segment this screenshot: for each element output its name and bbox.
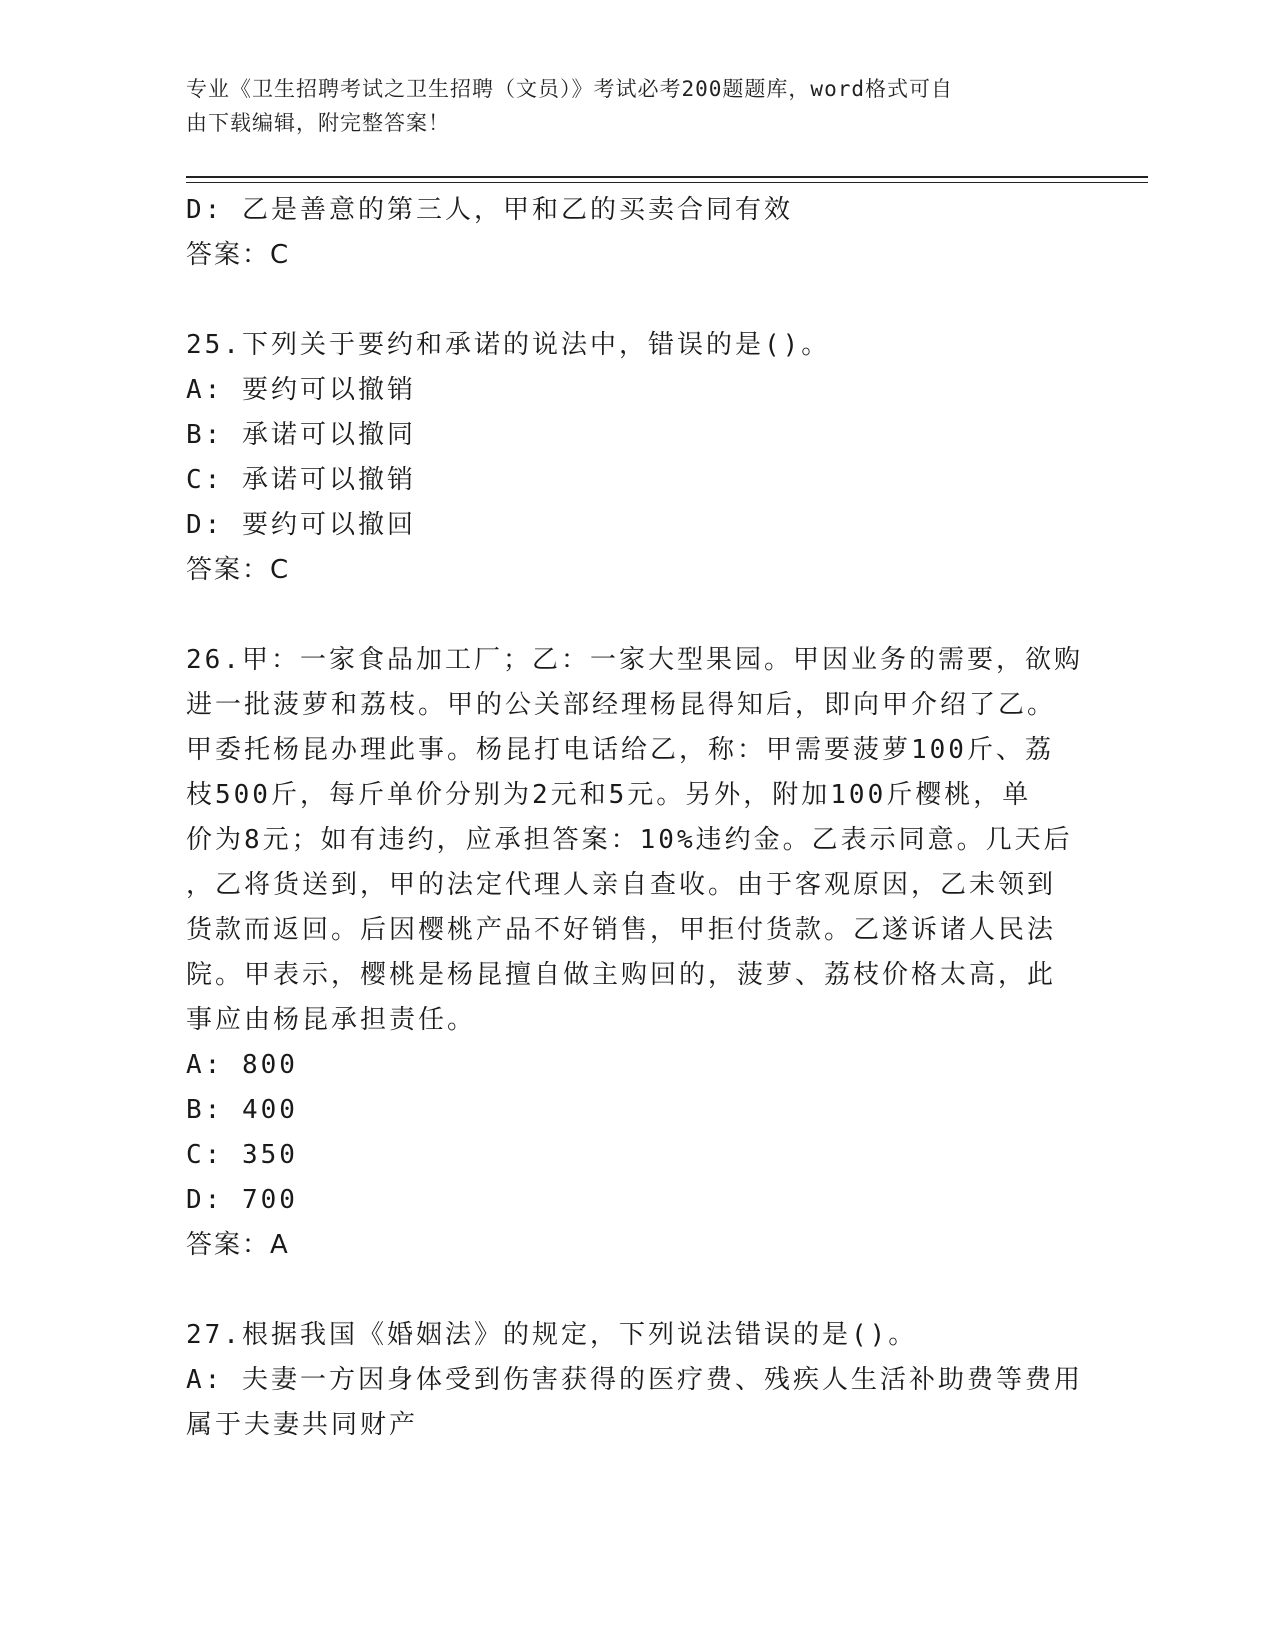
spacer xyxy=(186,278,1066,323)
question-25-option-c: C: 承诺可以撤销 xyxy=(186,465,416,495)
question-26-stem-line-7: 货款而返回。后因樱桃产品不好销售，甲拒付货款。乙遂诉诸人民法 xyxy=(186,915,1057,945)
question-25-option-b: B: 承诺可以撤同 xyxy=(186,420,416,450)
header-divider-thin xyxy=(186,182,1148,183)
question-26-option-a: A: 800 xyxy=(186,1050,298,1080)
question-25-stem: 25.下列关于要约和承诺的说法中，错误的是()。 xyxy=(186,330,831,360)
question-27-option-a-line-1: A: 夫妻一方因身体受到伤害获得的医疗费、残疾人生活补助费等费用 xyxy=(186,1365,1083,1395)
spacer xyxy=(186,593,1066,638)
question-26-option-c: C: 350 xyxy=(186,1140,298,1170)
question-26-option-d: D: 700 xyxy=(186,1185,298,1215)
question-26-stem-line-1: 26.甲：一家食品加工厂；乙：一家大型果园。甲因业务的需要，欲购 xyxy=(186,645,1083,675)
page-header xyxy=(186,72,1066,140)
question-26-answer: 答案：A xyxy=(186,1230,290,1260)
question-26-stem-line-5: 价为8元；如有违约，应承担答案：10%违约金。乙表示同意。几天后 xyxy=(186,825,1073,855)
question-26-stem-line-8: 院。甲表示，樱桃是杨昆擅自做主购回的，菠萝、荔枝价格太高，此 xyxy=(186,960,1057,990)
question-26-stem-line-9: 事应由杨昆承担责任。 xyxy=(186,1005,477,1035)
question-25-option-a: A: 要约可以撤销 xyxy=(186,375,416,405)
question-26-stem-line-4: 枝500斤，每斤单价分别为2元和5元。另外，附加100斤樱桃，单 xyxy=(186,780,1032,810)
header-line-1: 专业《卫生招聘考试之卫生招聘（文员）》考试必考200题题库，word格式可自 xyxy=(186,77,953,101)
header-line-2: 由下载编辑，附完整答案！ xyxy=(186,111,450,135)
question-25-answer: 答案：C xyxy=(186,555,291,585)
question-25-option-d: D: 要约可以撤回 xyxy=(186,510,416,540)
question-27-stem: 27.根据我国《婚姻法》的规定，下列说法错误的是()。 xyxy=(186,1320,918,1350)
question-26-stem-line-3: 甲委托杨昆办理此事。杨昆打电话给乙，称：甲需要菠萝100斤、荔 xyxy=(186,735,1054,765)
exam-content xyxy=(186,188,1083,1448)
question-26-option-b: B: 400 xyxy=(186,1095,298,1125)
prev-option-d: D: 乙是善意的第三人，甲和乙的买卖合同有效 xyxy=(186,195,793,225)
header-divider-thick xyxy=(186,176,1148,178)
question-26-stem-line-2: 进一批菠萝和荔枝。甲的公关部经理杨昆得知后，即向甲介绍了乙。 xyxy=(186,690,1057,720)
spacer xyxy=(186,1268,1066,1313)
question-27-option-a-line-2: 属于夫妻共同财产 xyxy=(186,1410,419,1440)
prev-answer: 答案：C xyxy=(186,240,291,270)
question-26-stem-line-6: ，乙将货送到，甲的法定代理人亲自查收。由于客观原因，乙未领到 xyxy=(186,870,1057,900)
